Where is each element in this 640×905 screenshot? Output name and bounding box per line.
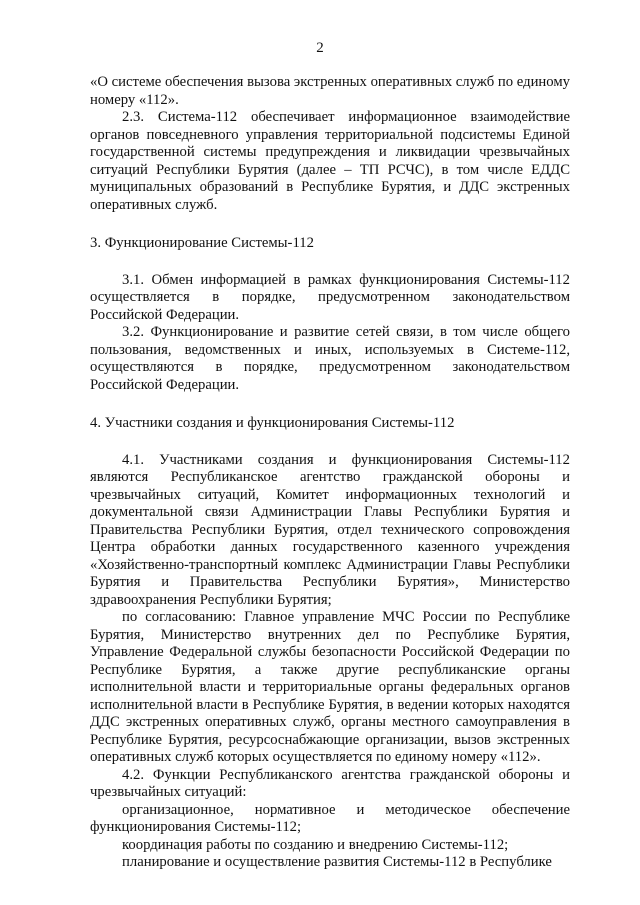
section-heading: 4. Участники создания и функционирования Системы-112 [90, 415, 455, 431]
paragraph: «О системе обеспечения вызова экстренных оперативных служб по единому номеру «112». [90, 74, 570, 108]
page-number: 2 [316, 40, 324, 56]
paragraph: 3.2. Функционирование и развитие сетей связи, в том числе общего пользования, ведомственных и иных, используемых в Системе-112, осуществляются в порядке, предусмотренном законодательством Российской Федерации. [90, 324, 570, 393]
section-heading: 3. Функционирование Системы-112 [90, 235, 314, 251]
paragraph: по согласованию: Главное управление МЧС России по Республике Бурятия, Министерство внутренних дел по Республике Бурятия, Управление Федеральной службы безопасности Российской Федерации по Республике Бурятия, а также другие республиканские органы исполнительной власти и территориальные органы федеральных органов исполнительной власти в Республике Бурятия, в ведении которых находятся ДДС экстренных оперативных служб, органы местного самоуправления в Республике Бурятия, ресурсоснабжающие организации, вызов экстренных оперативных служб которых осуществляется по единому номеру «112». [90, 609, 570, 765]
paragraph: 3.1. Обмен информацией в рамках функционирования Системы-112 осуществляется в порядке, предусмотренном законодательством Российской Федерации. [90, 271, 570, 323]
paragraph: координация работы по созданию и внедрению Системы-112; [122, 836, 509, 853]
paragraph: 4.1. Участниками создания и функционирования Системы-112 являются Республиканское агентство гражданской обороны и чрезвычайных ситуаций, Комитет информационных технологий и документальной связи Администрации Главы Республики Бурятия и Правительства Республики Бурятия, отдел технического сопровождения Центра обработки данных государственного казенного учреждения «Хозяйственно-транспортный комплекс Администрации Главы Республики Бурятия и Правительства Республики Бурятия», Министерство здравоохранения Республики Бурятия; [90, 451, 570, 608]
paragraph: 4.2. Функции Республиканского агентства гражданской обороны и чрезвычайных ситуаций: [90, 766, 570, 800]
paragraph: 2.3. Система-112 обеспечивает информационное взаимодействие органов повседневного управления территориальной подсистемы Единой государственной системы предупреждения и ликвидации чрезвычайных ситуаций Республики Бурятия (далее – ТП РСЧС), в том числе ЕДДС муниципальных образований в Республике Бурятия, и ДДС экстренных оперативных служб. [90, 109, 570, 213]
paragraph: планирование и осуществление развития Системы-112 в Республике [122, 854, 552, 870]
paragraph: организационное, нормативное и методическое обеспечение функционирования Системы-112; [90, 801, 570, 835]
document-body [90, 74, 570, 872]
